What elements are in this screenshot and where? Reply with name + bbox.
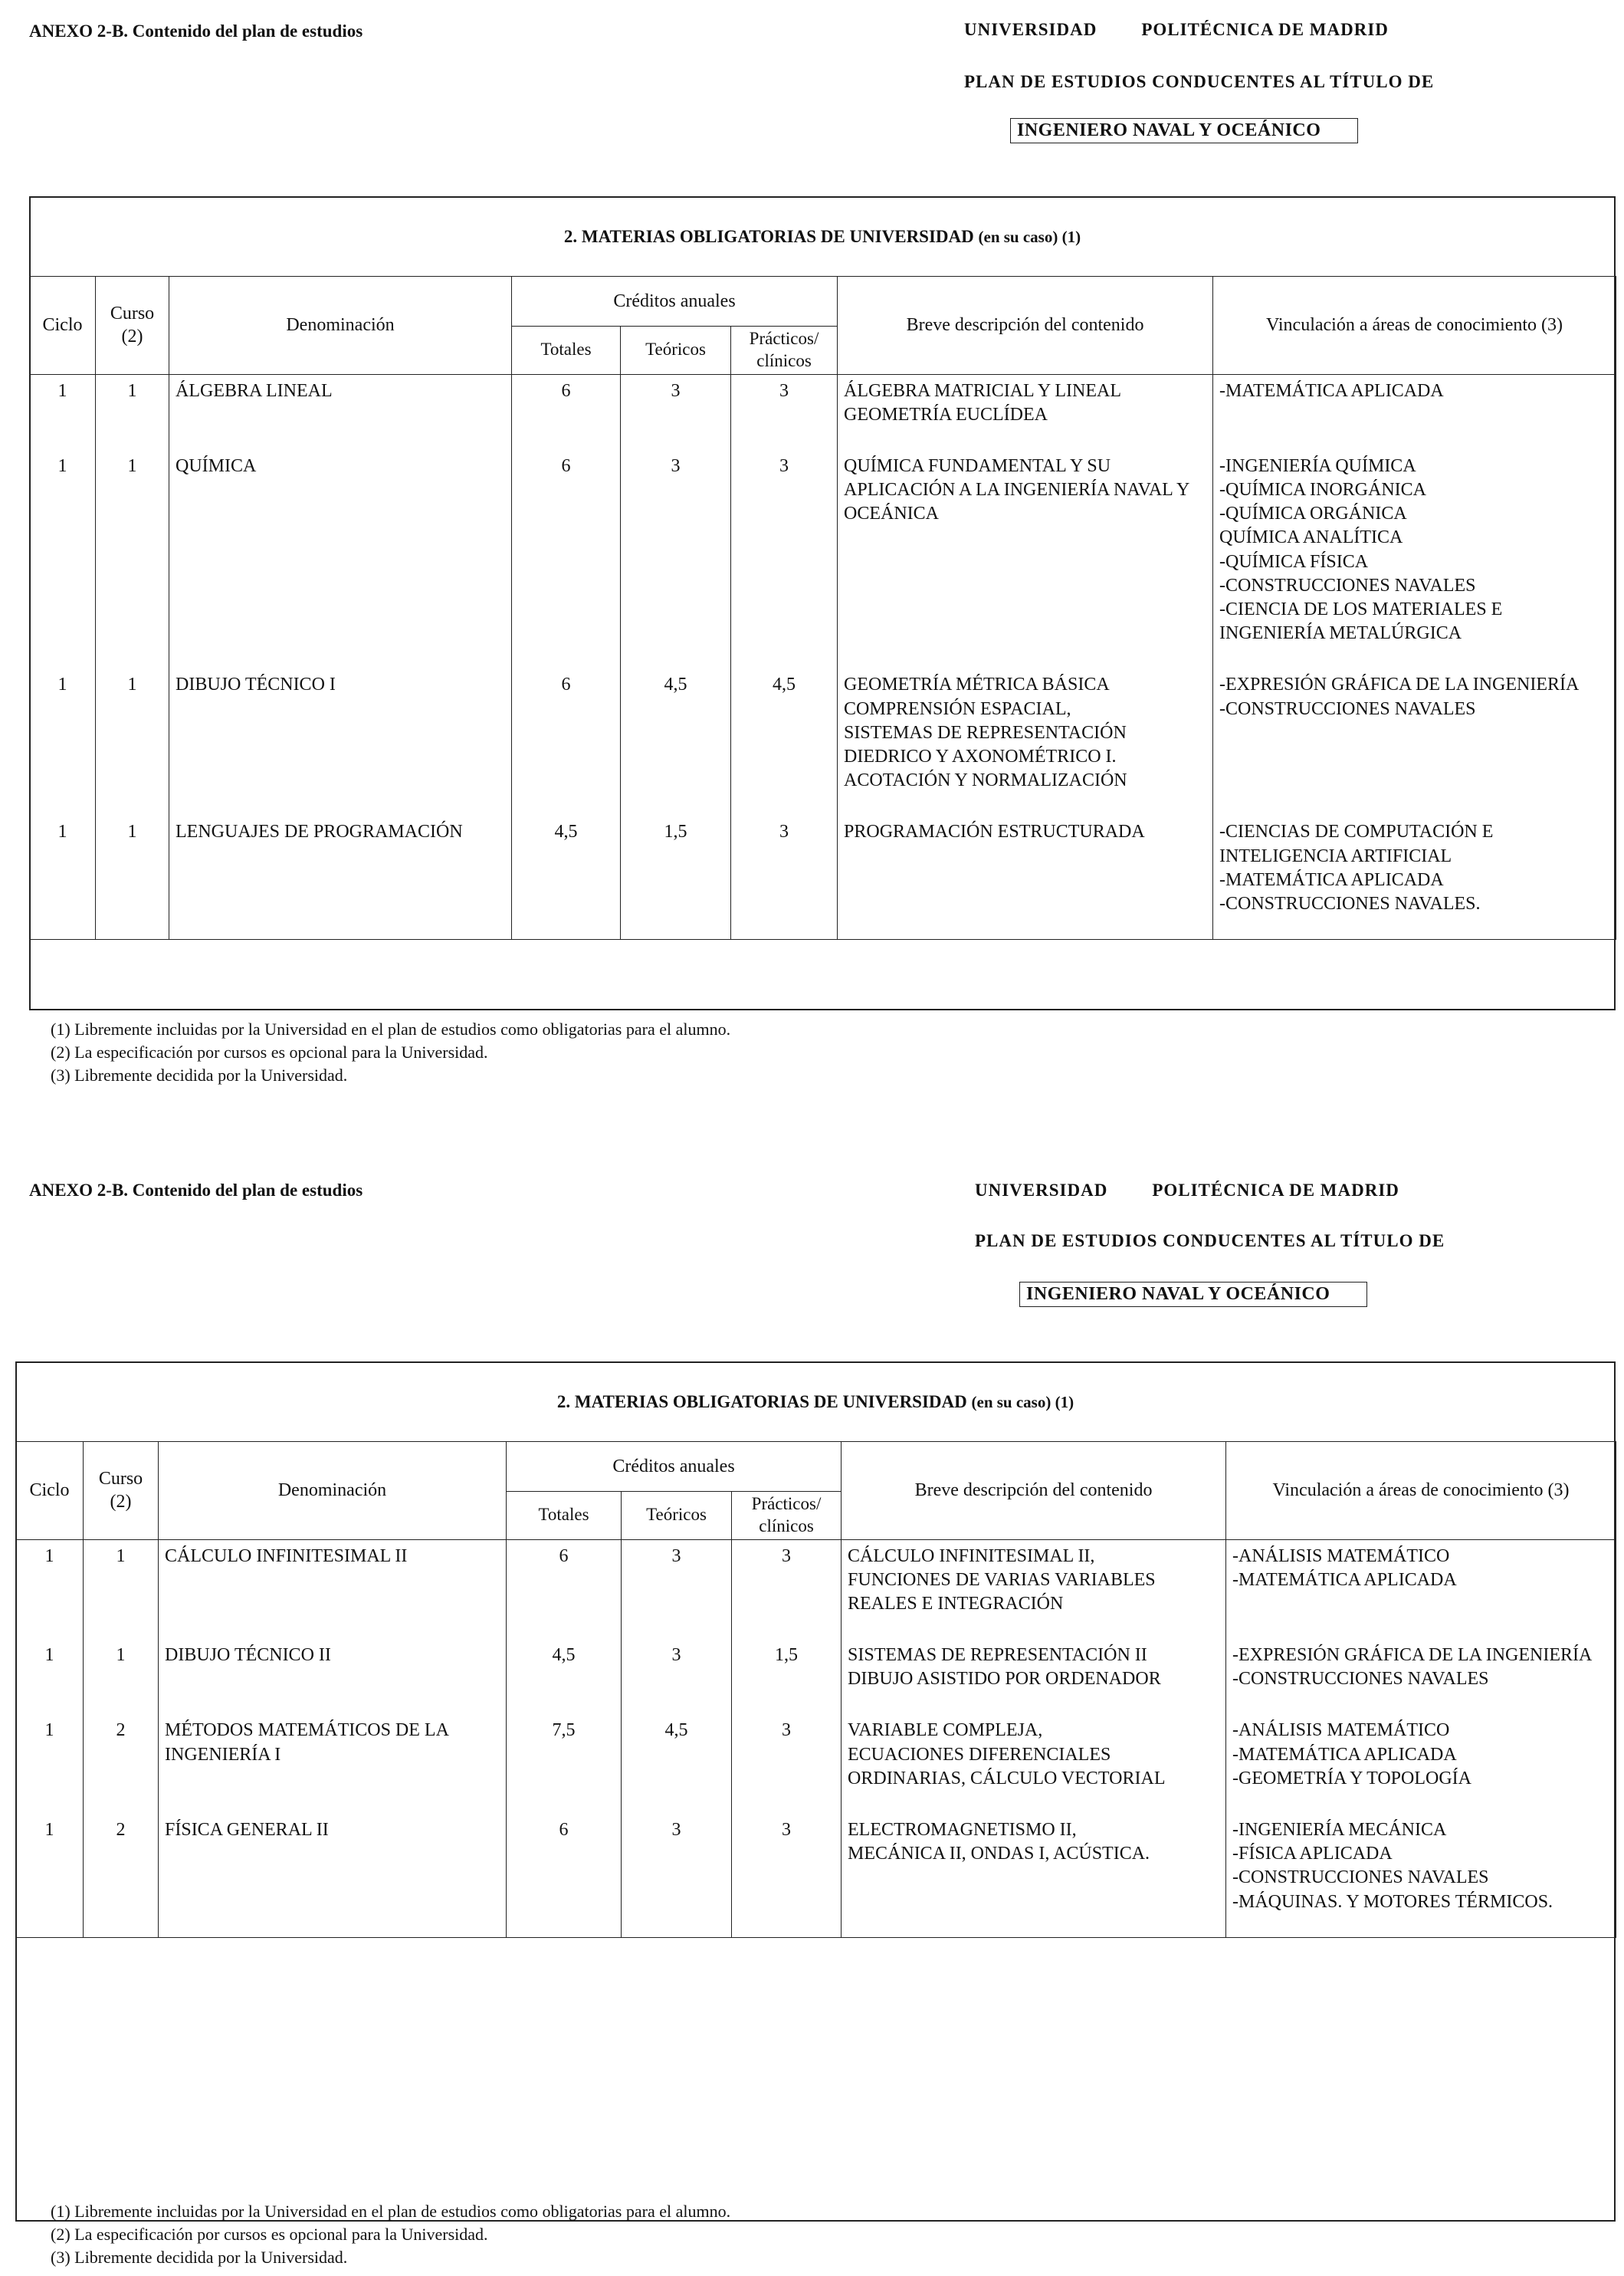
anexo-heading: ANEXO 2-B. Contenido del plan de estudios (29, 1181, 363, 1200)
area-item: -CONSTRUCCIONES NAVALES. (1219, 893, 1481, 914)
cell-denominacion: ÁLGEBRA LINEAL (169, 374, 512, 450)
cell-ciclo: 1 (16, 1814, 84, 1937)
anexo-heading: ANEXO 2-B. Contenido del plan de estudios (29, 21, 363, 41)
table-title (17, 1392, 1614, 1412)
cell-descripcion: ELECTROMAGNETISMO II, MECÁNICA II, ONDAS I, ACÚSTICA. (842, 1814, 1226, 1937)
cell-denominacion: DIBUJO TÉCNICO I (169, 668, 512, 816)
table-row (16, 1639, 1616, 1714)
cell-practicos: 3 (731, 374, 838, 450)
table-row (30, 816, 1616, 939)
subjects-table (29, 276, 1616, 940)
cell-totales: 7,5 (507, 1714, 622, 1814)
col-descripcion: Breve descripción del contenido (842, 1442, 1226, 1540)
cell-areas (1226, 1714, 1616, 1814)
col-creditos: Créditos anuales (512, 277, 838, 327)
area-item: QUÍMICA ANALÍTICA (1219, 527, 1403, 548)
cell-denominacion: LENGUAJES DE PROGRAMACIÓN (169, 816, 512, 939)
cell-teoricos: 3 (621, 374, 731, 450)
cell-areas (1226, 1639, 1616, 1714)
area-item: -CONSTRUCCIONES NAVALES (1219, 575, 1476, 596)
area-item: -MATEMÁTICA APLICADA (1232, 1744, 1457, 1765)
cell-curso: 1 (84, 1639, 159, 1714)
cell-curso: 2 (84, 1714, 159, 1814)
cell-ciclo: 1 (30, 374, 96, 450)
cell-denominacion: FÍSICA GENERAL II (159, 1814, 507, 1937)
table-row (16, 1814, 1616, 1937)
area-item: -GEOMETRÍA Y TOPOLOGÍA (1232, 1768, 1472, 1788)
footnote: (1) Libremente incluidas por la Universidad en el plan de estudios como obligatorias para el alumno. (51, 2202, 731, 2221)
cell-teoricos: 1,5 (621, 816, 731, 939)
col-teoricos: Teóricos (622, 1492, 732, 1540)
footnotes (51, 1018, 730, 1087)
cell-denominacion: DIBUJO TÉCNICO II (159, 1639, 507, 1714)
cell-descripcion: GEOMETRÍA MÉTRICA BÁSICA COMPRENSIÓN ESPACIAL, SISTEMAS DE REPRESENTACIÓN DIEDRICO Y AXONOMÉTRICO I. ACOTACIÓN Y NORMALIZACIÓN (838, 668, 1213, 816)
footnote: (3) Libremente decidida por la Universidad. (51, 2248, 348, 2267)
col-practicos: Prácticos/ clínicos (731, 327, 838, 375)
area-item: -ANÁLISIS MATEMÁTICO (1232, 1545, 1450, 1566)
footnote: (2) La especificación por cursos es opcional para la Universidad. (51, 1043, 488, 1062)
university-line (975, 1181, 1399, 1200)
cell-totales: 4,5 (507, 1639, 622, 1714)
table-row (30, 374, 1616, 450)
cell-curso: 1 (96, 816, 169, 939)
col-totales: Totales (507, 1492, 622, 1540)
cell-descripcion: ÁLGEBRA MATRICIAL Y LINEAL GEOMETRÍA EUCLÍDEA (838, 374, 1213, 450)
cell-areas (1226, 1814, 1616, 1937)
degree-title-box: INGENIERO NAVAL Y OCEÁNICO (1019, 1282, 1367, 1307)
table-title-suffix: (en su caso) (1) (971, 1393, 1074, 1411)
col-curso: Curso (2) (96, 277, 169, 375)
table-title-text: 2. MATERIAS OBLIGATORIAS DE UNIVERSIDAD (563, 227, 974, 246)
cell-ciclo: 1 (30, 816, 96, 939)
cell-descripcion: QUÍMICA FUNDAMENTAL Y SU APLICACIÓN A LA INGENIERÍA NAVAL Y OCEÁNICA (838, 450, 1213, 669)
page-block-1 (0, 0, 1624, 1135)
page-block-2 (0, 1165, 1624, 2276)
universidad-name: POLITÉCNICA DE MADRID (1141, 20, 1389, 39)
table-title (31, 227, 1614, 247)
cell-ciclo: 1 (30, 668, 96, 816)
area-item: -ANÁLISIS MATEMÁTICO (1232, 1720, 1450, 1741)
cell-practicos: 4,5 (731, 668, 838, 816)
cell-areas (1226, 1539, 1616, 1639)
cell-descripcion: VARIABLE COMPLEJA, ECUACIONES DIFERENCIALES ORDINARIAS, CÁLCULO VECTORIAL (842, 1714, 1226, 1814)
area-item: -INGENIERÍA QUÍMICA (1219, 455, 1416, 476)
area-item: -CIENCIAS DE COMPUTACIÓN E INTELIGENCIA ARTIFICIAL (1219, 822, 1494, 866)
universidad-label: UNIVERSIDAD (964, 20, 1097, 39)
area-item: -QUÍMICA INORGÁNICA (1219, 480, 1427, 501)
cell-practicos: 3 (732, 1714, 842, 1814)
cell-curso: 2 (84, 1814, 159, 1937)
cell-curso: 1 (96, 374, 169, 450)
cell-totales: 6 (512, 450, 621, 669)
cell-practicos: 3 (732, 1814, 842, 1937)
col-ciclo: Ciclo (30, 277, 96, 375)
universidad-label: UNIVERSIDAD (975, 1181, 1108, 1200)
footnote: (3) Libremente decidida por la Universidad. (51, 1066, 348, 1085)
cell-totales: 4,5 (512, 816, 621, 939)
cell-ciclo: 1 (16, 1539, 84, 1639)
cell-totales: 6 (512, 374, 621, 450)
area-item: -EXPRESIÓN GRÁFICA DE LA INGENIERÍA (1219, 675, 1580, 695)
col-practicos: Prácticos/ clínicos (732, 1492, 842, 1540)
area-item: -EXPRESIÓN GRÁFICA DE LA INGENIERÍA (1232, 1645, 1593, 1666)
area-item: -MÁQUINAS. Y MOTORES TÉRMICOS. (1232, 1891, 1553, 1912)
cell-totales: 6 (512, 668, 621, 816)
footnote: (2) La especificación por cursos es opcional para la Universidad. (51, 2225, 488, 2244)
universidad-name: POLITÉCNICA DE MADRID (1152, 1181, 1399, 1200)
table-row (16, 1539, 1616, 1639)
cell-practicos: 3 (731, 816, 838, 939)
area-item: -CONSTRUCCIONES NAVALES (1219, 698, 1476, 719)
col-ciclo: Ciclo (16, 1442, 84, 1540)
area-item: -CONSTRUCCIONES NAVALES (1232, 1867, 1489, 1888)
cell-teoricos: 4,5 (621, 668, 731, 816)
footnote: (1) Libremente incluidas por la Universidad en el plan de estudios como obligatorias para el alumno. (51, 1020, 731, 1039)
university-line (964, 20, 1389, 40)
col-denominacion: Denominación (159, 1442, 507, 1540)
cell-ciclo: 1 (16, 1639, 84, 1714)
table-row (30, 668, 1616, 816)
cell-ciclo: 1 (16, 1714, 84, 1814)
cell-totales: 6 (507, 1539, 622, 1639)
col-denominacion: Denominación (169, 277, 512, 375)
cell-curso: 1 (84, 1539, 159, 1639)
col-descripcion: Breve descripción del contenido (838, 277, 1213, 375)
cell-denominacion: CÁLCULO INFINITESIMAL II (159, 1539, 507, 1639)
cell-practicos: 3 (731, 450, 838, 669)
table-row (16, 1714, 1616, 1814)
table-row (30, 450, 1616, 669)
table-title-text: 2. MATERIAS OBLIGATORIAS DE UNIVERSIDAD (556, 1392, 967, 1411)
col-vinculacion: Vinculación a áreas de conocimiento (3) (1213, 277, 1616, 375)
cell-areas (1213, 450, 1616, 669)
area-item: -MATEMÁTICA APLICADA (1232, 1569, 1457, 1590)
subjects-table-frame (29, 196, 1616, 1010)
cell-descripcion: PROGRAMACIÓN ESTRUCTURADA (838, 816, 1213, 939)
col-creditos: Créditos anuales (507, 1442, 842, 1492)
area-item: -MATEMÁTICA APLICADA (1219, 869, 1444, 890)
area-item: -QUÍMICA ORGÁNICA (1219, 504, 1407, 524)
cell-areas (1213, 668, 1616, 816)
cell-ciclo: 1 (30, 450, 96, 669)
cell-curso: 1 (96, 450, 169, 669)
area-item: -CIENCIA DE LOS MATERIALES E INGENIERÍA METALÚRGICA (1219, 599, 1503, 644)
area-item: -MATEMÁTICA APLICADA (1219, 380, 1444, 401)
area-item: -FÍSICA APLICADA (1232, 1844, 1393, 1864)
subjects-table (15, 1441, 1616, 1938)
area-item: -QUÍMICA FÍSICA (1219, 551, 1369, 572)
cell-teoricos: 3 (622, 1639, 732, 1714)
degree-title-box: INGENIERO NAVAL Y OCEÁNICO (1010, 118, 1358, 143)
cell-teoricos: 3 (622, 1539, 732, 1639)
col-curso: Curso (2) (84, 1442, 159, 1540)
cell-teoricos: 3 (621, 450, 731, 669)
cell-areas (1213, 374, 1616, 450)
cell-areas (1213, 816, 1616, 939)
cell-descripcion: CÁLCULO INFINITESIMAL II, FUNCIONES DE VARIAS VARIABLES REALES E INTEGRACIÓN (842, 1539, 1226, 1639)
plan-line: PLAN DE ESTUDIOS CONDUCENTES AL TÍTULO DE (975, 1231, 1445, 1250)
cell-teoricos: 4,5 (622, 1714, 732, 1814)
area-item: -CONSTRUCCIONES NAVALES (1232, 1669, 1489, 1690)
cell-teoricos: 3 (622, 1814, 732, 1937)
area-item: -INGENIERÍA MECÁNICA (1232, 1820, 1447, 1840)
subjects-table-frame (15, 1361, 1616, 2222)
cell-denominacion: QUÍMICA (169, 450, 512, 669)
cell-totales: 6 (507, 1814, 622, 1937)
col-totales: Totales (512, 327, 621, 375)
col-vinculacion: Vinculación a áreas de conocimiento (3) (1226, 1442, 1616, 1540)
cell-denominacion: MÉTODOS MATEMÁTICOS DE LA INGENIERÍA I (159, 1714, 507, 1814)
cell-descripcion: SISTEMAS DE REPRESENTACIÓN II DIBUJO ASISTIDO POR ORDENADOR (842, 1639, 1226, 1714)
footnotes (51, 2200, 730, 2269)
table-title-suffix: (en su caso) (1) (978, 228, 1081, 246)
plan-line: PLAN DE ESTUDIOS CONDUCENTES AL TÍTULO DE (964, 72, 1435, 91)
col-teoricos: Teóricos (621, 327, 731, 375)
cell-practicos: 3 (732, 1539, 842, 1639)
cell-practicos: 1,5 (732, 1639, 842, 1714)
cell-curso: 1 (96, 668, 169, 816)
